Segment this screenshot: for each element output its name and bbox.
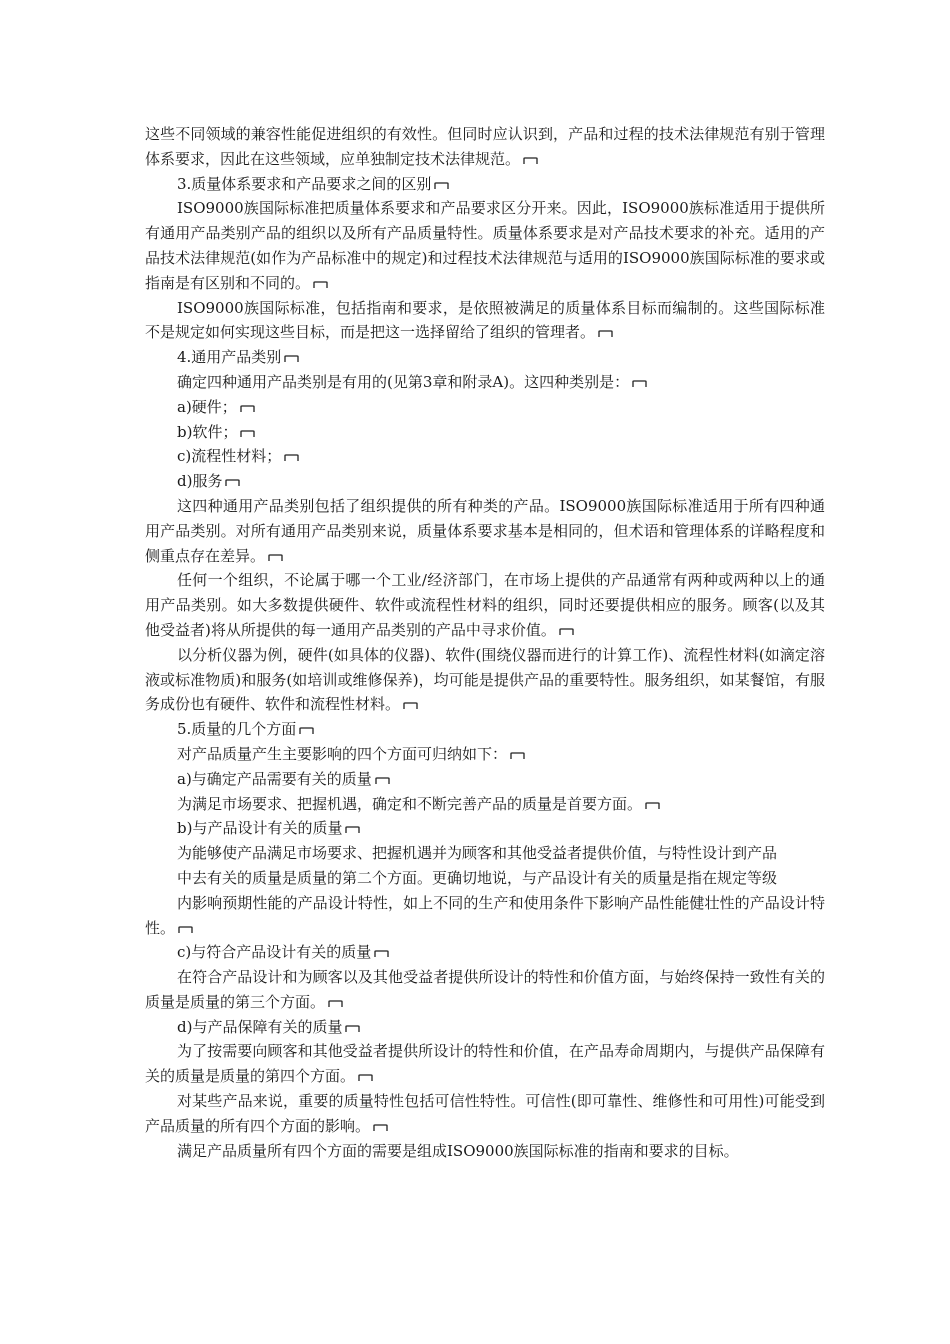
paragraph: 中去有关的质量是质量的第二个方面。更确切地说，与产品设计有关的质量是指在规定等级	[177, 868, 778, 887]
paragraph: 这四种通用产品类别包括了组织提供的所有种类的产品。ISO9000族国际标准适用于所有四种通用产品类别。对所有通用产品类别来说，质量体系要求基本是相同的，但术语和管理体系的详略程度和侧重点存在差异。	[145, 496, 825, 565]
paragraph: 在符合产品设计和为顾客以及其他受益者提供所设计的特性和价值方面，与始终保持一致性有关的质量是质量的第三个方面。	[145, 968, 825, 1011]
paragraph-mark-icon	[434, 182, 449, 189]
paragraph: 以分析仪器为例，硬件(如具体的仪器)、软件(围绕仪器而进行的计算工作)、流程性材料(如滴定溶液或标准物质)和服务(如培训或维修保养)，均可能是提供产品的重要特性。服务组织，如某餐馆，有服务成份也有硬件、软件和流程性材料。	[145, 645, 825, 714]
list-item: c)与符合产品设计有关的质量	[145, 940, 825, 965]
section-heading-4: 4.通用产品类别	[145, 345, 825, 370]
paragraph-mark-icon	[598, 330, 613, 337]
paragraph: 任何一个组织，不论属于哪一个工业/经济部门，在市场上提供的产品通常有两种或两种以上的通用产品类别。如大多数提供硬件、软件或流程性材料的组织，同时还要提供相应的服务。顾客(以及其他受益者)将从所提供的每一通用产品类别的产品中寻求价值。	[145, 571, 825, 639]
paragraph-mark-icon	[240, 405, 255, 412]
paragraph-mark-icon	[559, 628, 574, 635]
paragraph: ISO9000族国际标准把质量体系要求和产品要求区分开来。因此，ISO9000族标准适用于提供所有通用产品类别产品的组织以及所有产品质量特性。质量体系要求是对产品技术要求的补充。适用的产品技术法律规范(如作为产品标准中的规定)和过程技术法律规范与适用的ISO9000族国际标准的要求或指南是有区别和不同的。	[145, 199, 825, 292]
paragraph-mark-icon	[284, 355, 299, 362]
list-item: a)与确定产品需要有关的质量	[145, 767, 825, 792]
paragraph-mark-icon	[299, 727, 314, 734]
list-item: c)流程性材料；	[145, 444, 825, 469]
paragraph: 满足产品质量所有四个方面的需要是组成ISO9000族国际标准的指南和要求的目标。	[177, 1141, 739, 1160]
paragraph-mark-icon	[373, 1124, 388, 1131]
list-item: d)服务	[145, 469, 825, 494]
paragraph: 为了按需要向顾客和其他受益者提供所设计的特性和价值，在产品寿命周期内，与提供产品保障有关的质量是质量的第四个方面。	[145, 1042, 825, 1086]
paragraph-mark-icon	[510, 752, 525, 759]
paragraph-mark-icon	[632, 380, 647, 387]
list-item: a)硬件；	[145, 395, 825, 420]
paragraph: 为满足市场要求、把握机遇，确定和不断完善产品的质量是首要方面。	[145, 792, 825, 817]
paragraph-mark-icon	[403, 702, 418, 709]
paragraph-mark-icon	[328, 1000, 343, 1007]
paragraph-mark-icon	[225, 479, 240, 486]
paragraph-mark-icon	[645, 802, 660, 809]
paragraph-mark-icon	[358, 1074, 373, 1081]
paragraph-mark-icon	[345, 1025, 360, 1032]
paragraph-mark-icon	[345, 826, 360, 833]
paragraph: 这些不同领域的兼容性能促进组织的有效性。但同时应认识到，产品和过程的技术法律规范有别于管理体系要求，因此在这些领域，应单独制定技术法律规范。	[145, 125, 825, 168]
paragraph-mark-icon	[523, 157, 538, 164]
list-item: d)与产品保障有关的质量	[145, 1015, 825, 1040]
paragraph-mark-icon	[284, 454, 299, 461]
paragraph-mark-icon	[240, 430, 255, 437]
paragraph-mark-icon	[178, 926, 193, 933]
paragraph-mark-icon	[268, 554, 283, 561]
paragraph-mark-icon	[375, 777, 390, 784]
paragraph: 为能够使产品满足市场要求、把握机遇并为顾客和其他受益者提供价值，与特性设计到产品	[177, 844, 778, 863]
paragraph: 对产品质量产生主要影响的四个方面可归纳如下：	[145, 742, 825, 767]
section-heading-3: 3.质量体系要求和产品要求之间的区别	[145, 172, 825, 197]
paragraph: 内影响预期性能的产品设计特性，如上不同的生产和使用条件下影响产品性能健壮性的产品设计特性。	[145, 893, 825, 937]
list-item: b)与产品设计有关的质量	[145, 816, 825, 841]
paragraph: 确定四种通用产品类别是有用的(见第3章和附录A)。这四种类别是：	[145, 370, 825, 395]
section-heading-5: 5.质量的几个方面	[145, 717, 825, 742]
paragraph-mark-icon	[313, 281, 328, 288]
paragraph: ISO9000族国际标准，包括指南和要求，是依照被满足的质量体系目标而编制的。这些国际标准不是规定如何实现这些目标，而是把这一选择留给了组织的管理者。	[145, 298, 825, 342]
document-body	[145, 122, 825, 1163]
paragraph: 对某些产品来说，重要的质量特性包括可信性特性。可信性(即可靠性、维修性和可用性)可能受到产品质量的所有四个方面的影响。	[145, 1092, 825, 1135]
list-item: b)软件；	[145, 420, 825, 445]
paragraph-mark-icon	[374, 950, 389, 957]
